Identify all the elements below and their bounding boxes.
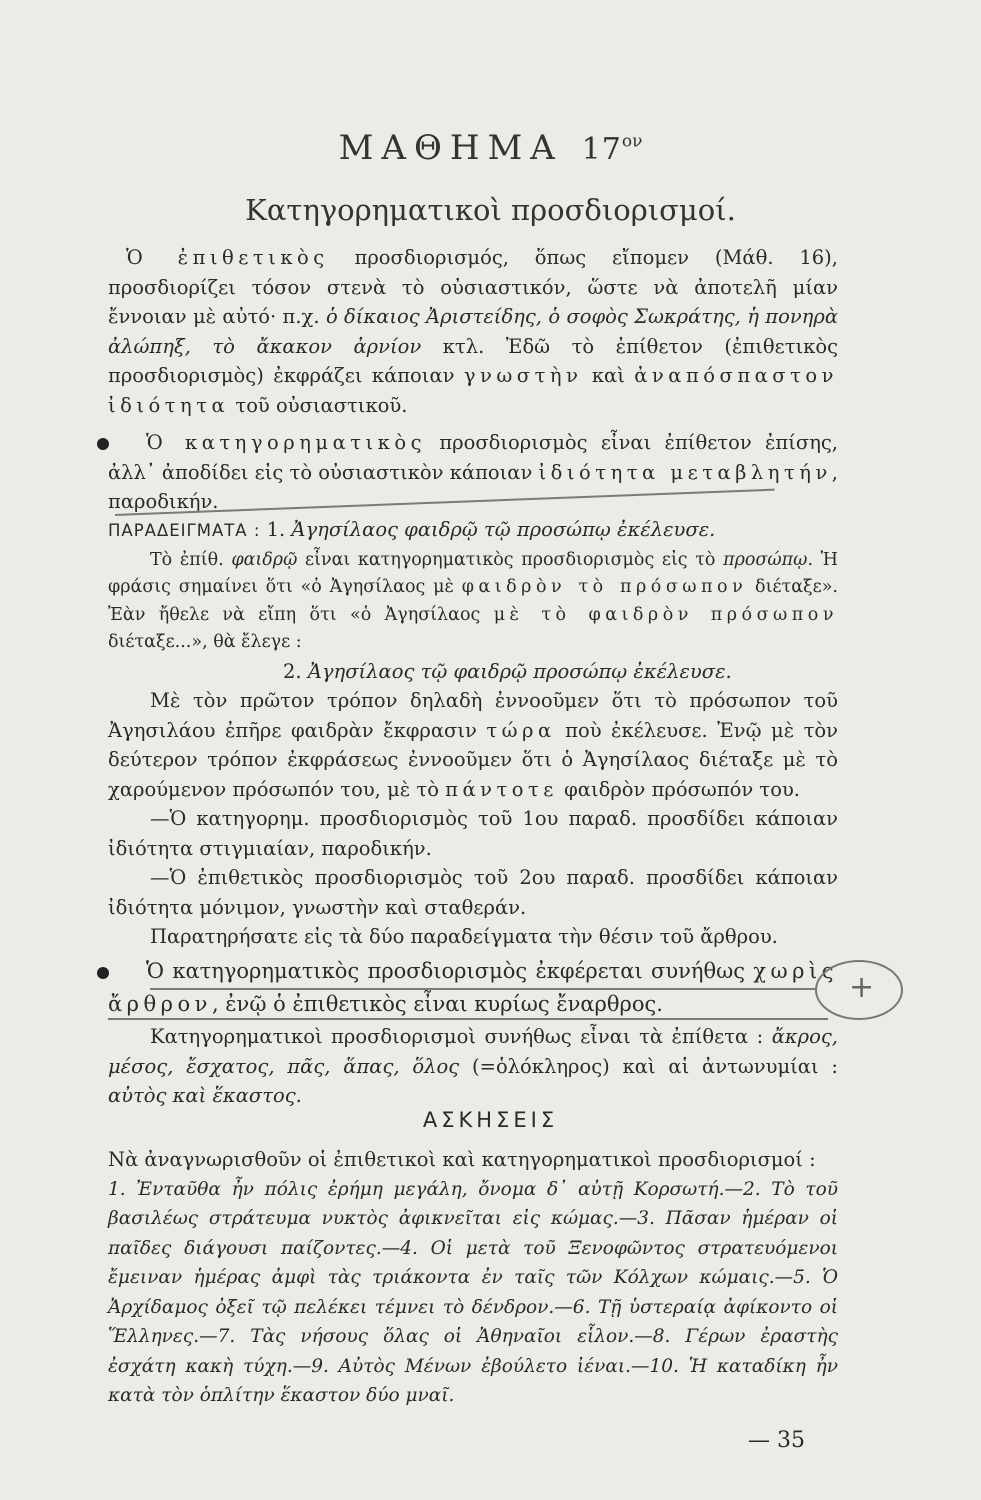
rule1-text-2: , παροδικήν. (108, 460, 838, 513)
ex2-text-b: τώρα (486, 718, 556, 742)
ex-text-g: διέταξε». Ἐὰν ἤθελε νὰ εἴπη ὅτι «ὁ Ἀγησίλαος (108, 577, 838, 625)
ex2-text-c: ποὺ ἐκέλευσε. Ἐνῷ μὲ τὸν δεύτερον τρόπον ἐκφράσεως ἐννοοῦμεν ὅτι ὁ Ἀγησίλαος διέταξε μὲ τὸ χαρούμενον πρόσωπόν του, μὲ τὸ (108, 718, 839, 801)
list-text-1: Κατηγορηματικοὶ προσδιορισμοὶ συνήθως εἶναι τὰ ἐπίθετα : (150, 1025, 772, 1048)
intro-examples: ὁ δίκαιος Ἀριστείδης, ὁ σοφὸς Σωκράτης, ἡ πονηρὰ ἀλώπηξ, τὸ ἄκακον ἀρνίον (108, 305, 838, 358)
exercises-text: 1. Ἐνταῦθα ἦν πόλις ἐρήμη μεγάλη, ὄνομα δ᾿ αὐτῇ Κορσωτή.—2. Τὸ τοῦ βασιλέως στράτευμα νυκτὸς ἀφικνεῖται εἰς κώμας.—3. Πᾶσαν ἡμέραν οἱ παῖδες διάγουσι παίζοντες.—4. Οἱ μετὰ τοῦ Ξενοφῶντος στρατευόμενοι ἔμειναν ἡμέρας ἀμφὶ τὰς τριάκοντα ἐν ταῖς τῶν Κόλχων κώμαις.—5. Ὁ Ἀρχίδαμος ὀξεῖ τῷ πελέκει τέμνει τὸ δένδρον.—6. Τῇ ὑστεραίᾳ ἀφίκοντο οἱ Ἕλληνες.—7. Τὰς νήσους ὅλας οἱ Ἀθηναῖοι εἷλον.—8. Γέρων ἐραστὴς ἐσχάτη κακὴ τύχη.—9. Αὐτὸς Μένων ἐβούλετο ἰέναι.—10. Ἡ καταδίκη ἦν κατὰ τὸν ὁπλίτην ἕκαστον δύο μναῖ. (108, 1178, 838, 1406)
ex-text-i: διέταξε...», θὰ ἔλεγε : (108, 632, 302, 652)
ex2-text-e: φαιδρὸν πρόσωπόν του. (557, 777, 801, 801)
list-paragraph (108, 1022, 838, 1111)
rule2-text-1: Ὁ κατηγορηματικὸς προσδιορισμὸς ἐκφέρεται συνήθως (146, 959, 754, 983)
list-words-1: ἄκρος, μέσος, ἔσχατος, πᾶς, ἅπας, ὅλος (108, 1025, 838, 1078)
lesson-number-suffix: ον (621, 131, 643, 152)
intro-spaced-1: γνωστὴν (463, 364, 583, 387)
lesson-title (0, 128, 981, 168)
pencil-underline (150, 988, 815, 990)
rule1-text-1: προσδιορισμὸς εἶναι ἐπίθετον ἐπίσης, ἀλλ᾿ ἀποδίδει εἰς τὸ οὐσιαστικὸν κάποιαν (108, 431, 838, 484)
example-2-text: Ἀγησίλαος τῷ φαιδρῷ προσώπῳ ἐκέλευσε. (307, 659, 732, 683)
note-3: Παρατηρήσατε εἰς τὰ δύο παραδείγματα τὴν θέσιν τοῦ ἄρθρου. (150, 925, 778, 948)
example-1-number: 1. (266, 518, 286, 541)
ex-text-e: . Ἡ φράσις σημαίνει ὅτι «ὁ Ἀγησίλαος μὲ (108, 549, 839, 597)
margin-plus-mark (815, 960, 903, 1020)
intro-lead: Ὁ ἐπιθετικὸς (126, 246, 329, 269)
exercises-instruction: Νὰ ἀναγνωρισθοῦν οἱ ἐπιθετικοὶ καὶ κατηγορηματικοὶ προσδιορισμοί : (108, 1148, 816, 1171)
page-number: — 35 (748, 1428, 805, 1453)
intro-text-1: προσδιορισμός, ὅπως εἴπομεν (Μάθ. 16), προσδιορίζει τόσον στενὰ τὸ οὐσιαστικόν, ὥστε νὰ ἀποτελῆ μίαν ἔννοιαν μὲ αὐτό· π.χ. (108, 246, 838, 328)
plus-icon: + (849, 970, 875, 1005)
examples-section (108, 515, 838, 952)
rule1-spaced: ἰδιότητα μεταβλητήν (538, 460, 832, 484)
intro-spaced-2: ἀναπόσπαστον ἰδιότητα (108, 364, 839, 417)
pencil-underline (108, 1018, 828, 1020)
note-1: —Ὁ κατηγορημ. προσδιορισμὸς τοῦ 1ου παραδ. προσδίδει κάποιαν ἰδιότητα στιγμιαίαν, παροδικήν. (108, 807, 838, 860)
ex-text-h: μὲ τὸ φαιδρὸν πρόσωπον (493, 604, 838, 625)
ex-text-d: προσώπῳ (723, 549, 808, 570)
list-text-3: . (295, 1084, 302, 1107)
exercises-heading: ΑΣΚΗΣΕΙΣ (422, 1108, 559, 1132)
intro-text-4: τοῦ οὐσιαστικοῦ. (229, 393, 408, 417)
intro-text-3: καὶ (582, 364, 635, 387)
ex-text-c: εἶναι κατηγορηματικὸς προσδιορισμὸς εἰς τὸ (297, 549, 724, 570)
rule1-paragraph (108, 428, 838, 517)
intro-paragraph (108, 243, 838, 420)
list-words-2: αὐτὸς καὶ ἕκαστος (108, 1084, 296, 1107)
example-1-text: Ἀγησίλαος φαιδρῷ τῷ προσώπῳ ἐκέλευσε. (291, 518, 716, 541)
lesson-title-word: ΜΑΘΗΜΑ (338, 128, 563, 168)
lesson-number: 17 (581, 132, 622, 167)
rule1-lead: Ὁ κατηγορηματικὸς (146, 431, 427, 454)
exercises-section (108, 1145, 838, 1411)
ex2-text-a: Μὲ τὸν πρῶτον τρόπον δηλαδὴ ἐννοοῦμεν ὅτι τὸ πρόσωπον τοῦ Ἀγησιλάου ἐπῆρε φαιδρὰν ἔκφρασιν (108, 689, 838, 742)
ex-text-b: φαιδρῷ (231, 549, 298, 570)
ex2-text-d: πάντοτε (445, 777, 558, 801)
ex-text-f: φαιδρὸν τὸ πρόσωπον (461, 577, 748, 597)
intro-text-2: κτλ. Ἐδῶ τὸ ἐπίθετον (ἐπιθετικὸς προσδιορισμὸς) ἐκφράζει κάποιαν (108, 334, 838, 387)
list-text-2: (=ὁλόκληρος) καὶ αἱ ἀντωνυμίαι : (459, 1054, 838, 1078)
rule2-spaced: χωρὶς ἄρθρον (108, 959, 838, 1016)
examples-label: ΠΑΡΑΔΕΙΓΜΑΤΑ : (108, 521, 261, 540)
ex-text-a: Τὸ ἐπίθ. (150, 549, 232, 570)
rule2-text-2: , ἐνῷ ὁ ἐπιθετικὸς εἶναι κυρίως ἔναρθρος. (211, 992, 663, 1016)
lesson-subtitle: Κατηγορηματικοὶ προσδιορισμοί. (245, 193, 736, 227)
example-2-number: 2. (283, 659, 302, 683)
note-2: —Ὁ ἐπιθετικὸς προσδιορισμὸς τοῦ 2ου παραδ. προσδίδει κάποιαν ἰδιότητα μόνιμον, γνωστὴν καὶ σταθεράν. (108, 866, 838, 919)
